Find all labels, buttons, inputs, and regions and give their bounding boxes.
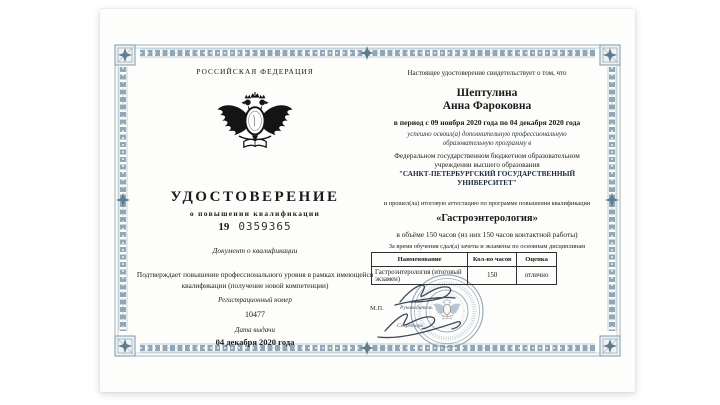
completion-text-line1: успешно освоил(а) дополнительную профессиональную [407, 131, 567, 138]
holder-last-name: Шептулина [456, 87, 518, 99]
issue-date-label: Дата выдачи [235, 326, 275, 334]
attestation-text: и прошел(ла) итоговую аттестацию по программе повышения квалификации [383, 200, 591, 207]
country-header: РОССИЙСКАЯ ФЕДЕРАЦИЯ [196, 67, 314, 76]
institution-block [350, 152, 624, 188]
column-header-grade: Оценка [517, 253, 557, 267]
registration-number-label: Регистрационный номер [218, 296, 292, 304]
program-name: «Гастроэнтерология» [436, 213, 538, 224]
issue-date: 04 декабря 2020 года [215, 337, 295, 347]
completion-text-line2: образовательную программу в [442, 140, 532, 147]
signature-director-label: Руководитель [400, 305, 433, 311]
intro-text: Настоящее удостоверение свидетельствует о том, что [407, 69, 567, 77]
column-header-hours: Кол-во часов [468, 253, 517, 267]
cell-hours: 150 [468, 267, 517, 285]
border-corner-ornament [115, 45, 135, 65]
signature-secretary-label: Секретарь [397, 323, 423, 329]
confirmation-text: Подтверждает повышение профессионального уровня в рамках имеющейся квалификации (получение новой компетенции) [136, 270, 374, 290]
institution-line4: УНИВЕРСИТЕТ" [457, 179, 517, 187]
cell-grade: отлично [517, 267, 557, 285]
training-period-text: в период с 09 ноября 2020 года по 04 декабря 2020 года [393, 118, 581, 127]
document-title: УДОСТОВЕРЕНИЕ [170, 189, 340, 205]
stamp-place-label: М.П. [370, 305, 384, 312]
round-stamp-icon [411, 275, 483, 347]
certificate-paper [100, 9, 635, 392]
double-headed-eagle-emblem [217, 92, 292, 147]
signature-director-icon [395, 285, 455, 305]
volume-text: в объёме 150 часов (из них 150 часов контактной работы) [396, 230, 578, 239]
serial-prefix: 19 [218, 221, 230, 233]
document-subtitle: о повышении квалификации [189, 209, 321, 218]
table-row [372, 267, 557, 285]
institution-line1: Федеральном государственном бюджетном образовательном [394, 152, 580, 160]
serial-number-row [125, 220, 385, 233]
grades-table [371, 252, 557, 285]
serial-number: 0359365 [238, 220, 292, 233]
column-header-name: Наименование [372, 253, 468, 267]
institution-line3: "САНКТ-ПЕТЕРБУРГСКИЙ ГОСУДАРСТВЕННЫЙ [398, 170, 576, 178]
holder-first-name: Анна Фароковна [442, 100, 532, 112]
exams-text: За время обучения сдал(а) зачеты и экзамены по основным дисциплинам [388, 243, 586, 250]
document-type-label: Документ о квалификации [212, 246, 298, 255]
cell-subject-name: Гастроэнтерология (итоговый экзамен) [372, 267, 468, 285]
grades-table-header-row [372, 253, 557, 267]
registration-number: 10477 [245, 310, 265, 319]
institution-line2: учреждении высшего образования [434, 161, 540, 169]
